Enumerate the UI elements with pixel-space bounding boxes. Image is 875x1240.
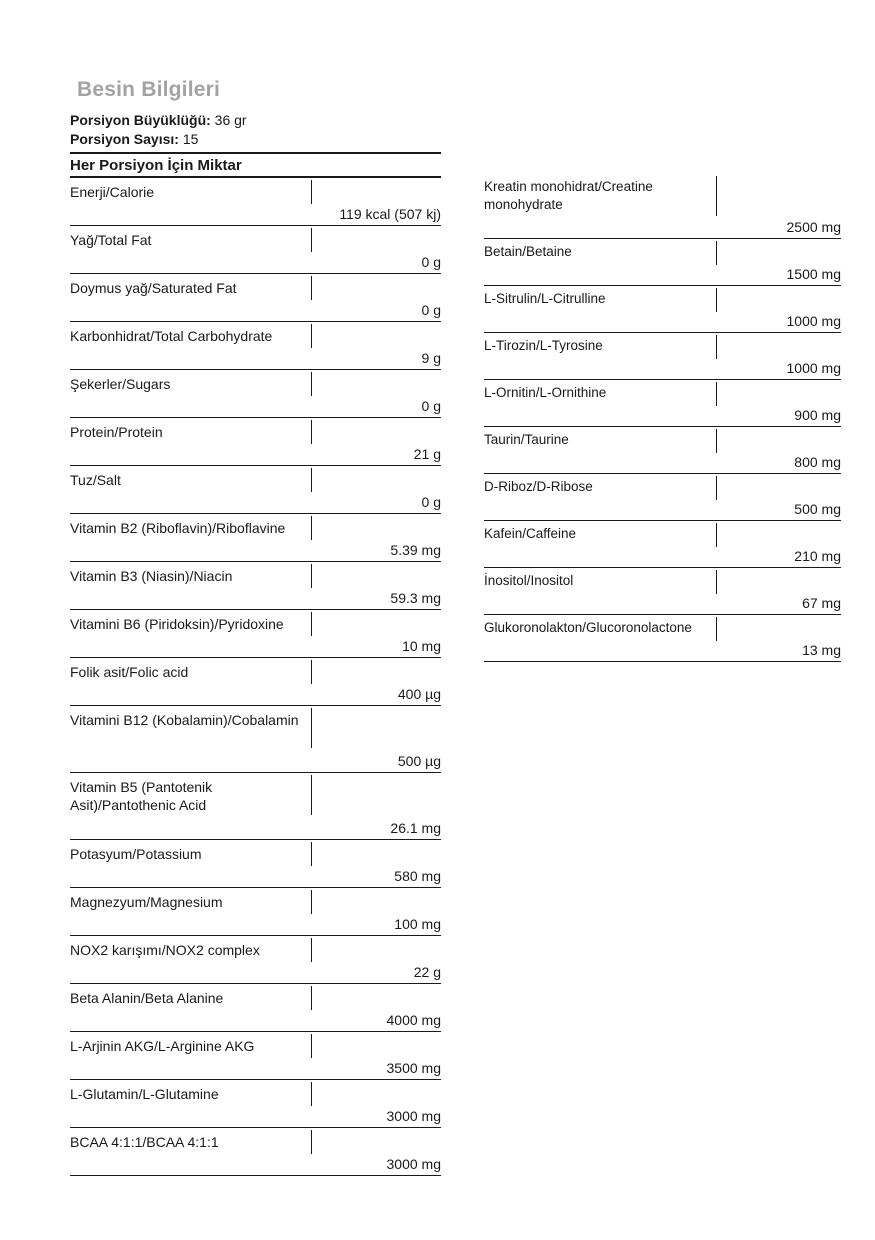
nutrient-amount: 3000 mg [386,1108,441,1124]
column-divider [716,241,717,265]
nutrient-amount: 500 mg [794,501,841,517]
table-row [484,474,841,521]
table-row [70,178,441,226]
nutrient-name: Beta Alanin/Beta Alanine [70,990,224,1006]
nutrient-amount: 13 mg [802,642,841,658]
column-divider [716,476,717,500]
nutrient-amount: 1500 mg [786,266,841,282]
nutrient-amount: 26.1 mg [390,820,441,836]
nutrient-name: L-Glutamin/L-Glutamine [70,1086,219,1102]
page-title: Besin Bilgileri [77,78,221,101]
column-divider [311,1034,312,1058]
column-divider [311,1130,312,1154]
nutrient-name: Doymus yağ/Saturated Fat [70,280,237,296]
column-divider [311,775,312,815]
nutrient-amount: 3500 mg [386,1060,441,1076]
nutrient-amount: 580 mg [394,868,441,884]
column-divider [311,372,312,396]
nutrient-amount: 0 g [421,254,441,270]
table-row [484,286,841,333]
column-divider [311,612,312,636]
table-row [70,1128,441,1176]
column-divider [716,176,717,216]
nutrient-amount: 10 mg [402,638,441,654]
nutrient-name: Kreatin monohidrat/Creatine monohydrate [484,179,653,212]
table-row [484,333,841,380]
column-divider [311,180,312,204]
table-row [70,1032,441,1080]
column-divider [311,324,312,348]
nutrient-amount: 2500 mg [786,219,841,235]
column-divider [716,382,717,406]
table-row [70,418,441,466]
column-divider [716,617,717,641]
table-row [70,840,441,888]
nutrient-name: Vitamin B5 (Pantotenik Asit)/Pantothenic Acid [70,779,213,813]
table-row [484,427,841,474]
nutrient-name: İnositol/Inositol [484,573,574,588]
nutrient-name: Vitamin B2 (Riboflavin)/Riboflavine [70,520,286,536]
nutrient-name: L-Tirozin/L-Tyrosine [484,338,603,353]
servings-value: 15 [178,131,199,147]
table-row [484,521,841,568]
nutrient-name: Betain/Betaine [484,244,572,259]
nutrient-amount: 5.39 mg [390,542,441,558]
nutrition-table-left [70,178,441,1176]
nutrient-amount: 900 mg [794,407,841,423]
nutrient-amount: 9 g [421,350,441,366]
nutrient-name: D-Riboz/D-Ribose [484,479,593,494]
nutrient-name: Vitamini B12 (Kobalamin)/Cobalamin [70,712,299,728]
nutrient-name: Vitamin B3 (Niasin)/Niacin [70,568,233,584]
nutrient-amount: 0 g [421,302,441,318]
nutrient-name: Tuz/Salt [70,472,121,488]
nutrient-name: Yağ/Total Fat [70,232,152,248]
column-divider [311,986,312,1010]
servings-label: Porsiyon Sayısı: [70,131,179,147]
nutrient-amount: 500 µg [397,753,441,769]
nutrient-amount: 0 g [421,398,441,414]
column-divider [311,1082,312,1106]
servings-per-container [70,131,198,147]
column-divider [716,429,717,453]
nutrient-name: Protein/Protein [70,424,163,440]
table-row [70,226,441,274]
nutrient-name: Folik asit/Folic acid [70,664,189,680]
column-divider [716,335,717,359]
table-row [70,658,441,706]
nutrient-amount: 800 mg [794,454,841,470]
nutrient-amount: 21 g [413,446,441,462]
nutrient-name: Glukoronolakton/Glucoronolactone [484,620,692,635]
nutrient-name: Potasyum/Potassium [70,846,202,862]
table-row [70,514,441,562]
table-row [70,773,441,840]
table-row [484,568,841,615]
column-divider [311,842,312,866]
column-divider [311,890,312,914]
column-divider [311,228,312,252]
column-divider [311,420,312,444]
column-divider [716,523,717,547]
table-row [70,370,441,418]
nutrient-name: Taurin/Taurine [484,432,569,447]
nutrient-amount: 400 µg [397,686,441,702]
table-header: Her Porsiyon İçin Miktar [70,152,441,178]
column-divider [311,660,312,684]
nutrient-name: BCAA 4:1:1/BCAA 4:1:1 [70,1134,219,1150]
nutrient-amount: 1000 mg [786,313,841,329]
column-divider [311,276,312,300]
table-row [70,888,441,936]
nutrient-name: Şekerler/Sugars [70,376,171,392]
table-row [70,322,441,370]
column-divider [716,570,717,594]
table-row [484,615,841,662]
nutrition-table-right [484,174,841,662]
table-row [70,274,441,322]
table-row [70,984,441,1032]
nutrient-amount: 4000 mg [386,1012,441,1028]
nutrient-name: L-Ornitin/L-Ornithine [484,385,607,400]
nutrient-name: NOX2 karışımı/NOX2 complex [70,942,260,958]
table-row [70,610,441,658]
serving-size [70,112,247,128]
table-row [70,1080,441,1128]
nutrient-amount: 1000 mg [786,360,841,376]
table-row [484,239,841,286]
table-row [70,466,441,514]
table-row [484,380,841,427]
nutrient-amount: 67 mg [802,595,841,611]
column-divider [311,564,312,588]
nutrient-name: L-Arjinin AKG/L-Arginine AKG [70,1038,255,1054]
nutrient-amount: 119 kcal (507 kj) [339,206,441,222]
nutrient-amount: 210 mg [794,548,841,564]
table-row [70,562,441,610]
nutrient-amount: 100 mg [394,916,441,932]
table-row [70,936,441,984]
nutrient-name: Karbonhidrat/Total Carbohydrate [70,328,273,344]
column-divider [311,468,312,492]
nutrient-amount: 59.3 mg [390,590,441,606]
column-divider [716,288,717,312]
nutrient-name: Enerji/Calorie [70,184,155,200]
column-divider [311,938,312,962]
nutrient-amount: 0 g [421,494,441,510]
serving-size-label: Porsiyon Büyüklüğü: [70,112,211,128]
nutrient-name: Magnezyum/Magnesium [70,894,223,910]
column-divider [311,708,312,748]
serving-size-value: 36 gr [210,112,247,128]
nutrient-name: Kafein/Caffeine [484,526,577,541]
nutrient-name: Vitamini B6 (Piridoksin)/Pyridoxine [70,616,284,632]
nutrient-name: L-Sitrulin/L-Citrulline [484,291,606,306]
table-row [70,706,441,773]
column-divider [311,516,312,540]
nutrient-amount: 3000 mg [386,1156,441,1172]
table-row [484,174,841,239]
nutrient-amount: 22 g [413,964,441,980]
